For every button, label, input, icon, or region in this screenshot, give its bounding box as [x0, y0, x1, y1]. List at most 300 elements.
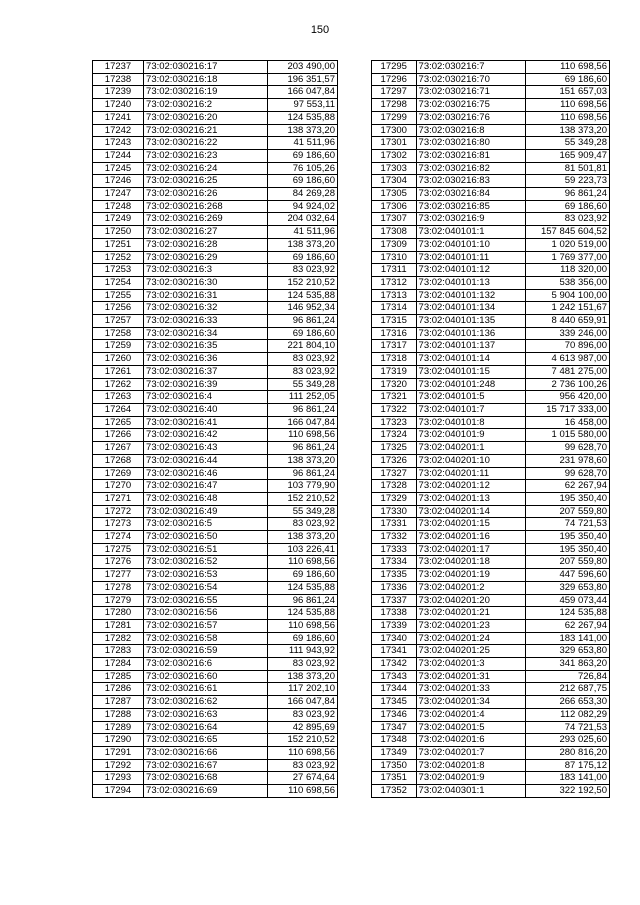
row-number-cell: 17249 — [93, 213, 144, 226]
value-cell: 81 501,81 — [526, 162, 610, 175]
table-row — [372, 696, 610, 709]
table-row — [93, 213, 338, 226]
value-cell: 55 349,28 — [267, 378, 337, 391]
table-row — [93, 556, 338, 569]
cadastral-number-cell: 73:02:040201:14 — [416, 505, 526, 518]
value-cell: 221 804,10 — [267, 340, 337, 353]
row-number-cell: 17259 — [93, 340, 144, 353]
row-number-cell: 17324 — [372, 429, 417, 442]
cadastral-number-cell: 73:02:030216:80 — [416, 137, 526, 150]
cadastral-number-cell: 73:02:040201:21 — [416, 607, 526, 620]
table-row — [93, 607, 338, 620]
cadastral-number-cell: 73:02:040101:132 — [416, 289, 526, 302]
value-cell: 41 511,96 — [267, 226, 337, 239]
value-cell: 124 535,88 — [267, 607, 337, 620]
table-row — [93, 251, 338, 264]
table-row — [93, 276, 338, 289]
row-number-cell: 17308 — [372, 226, 417, 239]
row-number-cell: 17277 — [93, 569, 144, 582]
cadastral-number-cell: 73:02:030216:47 — [144, 480, 268, 493]
cadastral-number-cell: 73:02:040101:9 — [416, 429, 526, 442]
row-number-cell: 17250 — [93, 226, 144, 239]
value-cell: 726,84 — [526, 670, 610, 683]
table-row — [372, 480, 610, 493]
value-cell: 69 186,60 — [267, 569, 337, 582]
cadastral-number-cell: 73:02:030216:65 — [144, 734, 268, 747]
row-number-cell: 17336 — [372, 581, 417, 594]
value-cell: 207 559,80 — [526, 556, 610, 569]
value-cell: 329 653,80 — [526, 581, 610, 594]
cadastral-number-cell: 73:02:040201:23 — [416, 619, 526, 632]
table-row — [372, 708, 610, 721]
table-row — [372, 289, 610, 302]
cadastral-number-cell: 73:02:040201:24 — [416, 632, 526, 645]
table-row — [372, 492, 610, 505]
row-number-cell: 17333 — [372, 543, 417, 556]
value-cell: 1 015 580,00 — [526, 429, 610, 442]
value-cell: 96 861,24 — [267, 594, 337, 607]
table-row — [372, 340, 610, 353]
table-row — [93, 454, 338, 467]
cadastral-number-cell: 73:02:030216:51 — [144, 543, 268, 556]
table-row — [93, 708, 338, 721]
value-cell: 204 032,64 — [267, 213, 337, 226]
value-cell: 152 210,52 — [267, 492, 337, 505]
table-row — [93, 340, 338, 353]
row-number-cell: 17306 — [372, 200, 417, 213]
cadastral-number-cell: 73:02:040201:4 — [416, 708, 526, 721]
table-row — [372, 365, 610, 378]
cadastral-number-cell: 73:02:040201:25 — [416, 645, 526, 658]
value-cell: 110 698,56 — [526, 111, 610, 124]
table-row — [372, 200, 610, 213]
row-number-cell: 17335 — [372, 569, 417, 582]
cadastral-number-cell: 73:02:030216:63 — [144, 708, 268, 721]
value-cell: 146 952,34 — [267, 302, 337, 315]
cadastral-number-cell: 73:02:030216:43 — [144, 442, 268, 455]
cadastral-number-cell: 73:02:030216:3 — [144, 264, 268, 277]
table-row — [93, 416, 338, 429]
value-cell: 5 904 100,00 — [526, 289, 610, 302]
value-cell: 69 186,60 — [267, 327, 337, 340]
row-number-cell: 17279 — [93, 594, 144, 607]
row-number-cell: 17305 — [372, 188, 417, 201]
cadastral-number-cell: 73:02:040201:19 — [416, 569, 526, 582]
value-cell: 118 320,00 — [526, 264, 610, 277]
row-number-cell: 17295 — [372, 61, 417, 74]
row-number-cell: 17263 — [93, 391, 144, 404]
value-cell: 138 373,20 — [267, 531, 337, 544]
row-number-cell: 17311 — [372, 264, 417, 277]
table-row — [93, 594, 338, 607]
row-number-cell: 17314 — [372, 302, 417, 315]
row-number-cell: 17352 — [372, 785, 417, 798]
table-row — [372, 276, 610, 289]
table-row — [372, 518, 610, 531]
cadastral-number-cell: 73:02:030216:85 — [416, 200, 526, 213]
table-row — [372, 543, 610, 556]
cadastral-number-cell: 73:02:040201:10 — [416, 454, 526, 467]
value-cell: 76 105,26 — [267, 162, 337, 175]
cadastral-number-cell: 73:02:030216:61 — [144, 683, 268, 696]
value-cell: 7 481 275,00 — [526, 365, 610, 378]
cadastral-number-cell: 73:02:040201:34 — [416, 696, 526, 709]
row-number-cell: 17297 — [372, 86, 417, 99]
row-number-cell: 17257 — [93, 315, 144, 328]
row-number-cell: 17340 — [372, 632, 417, 645]
table-row — [372, 188, 610, 201]
cadastral-number-cell: 73:02:040101:1 — [416, 226, 526, 239]
table-row — [93, 442, 338, 455]
table-row — [93, 632, 338, 645]
cadastral-number-cell: 73:02:030216:31 — [144, 289, 268, 302]
table-row — [93, 61, 338, 74]
value-cell: 83 023,92 — [267, 353, 337, 366]
table-row — [93, 200, 338, 213]
cadastral-number-cell: 73:02:040201:31 — [416, 670, 526, 683]
cadastral-number-cell: 73:02:030216:54 — [144, 581, 268, 594]
row-number-cell: 17282 — [93, 632, 144, 645]
cadastral-number-cell: 73:02:030216:49 — [144, 505, 268, 518]
table-row — [93, 315, 338, 328]
value-cell: 196 351,57 — [267, 73, 337, 86]
row-number-cell: 17237 — [93, 61, 144, 74]
cadastral-number-cell: 73:02:040201:13 — [416, 492, 526, 505]
table-row — [93, 531, 338, 544]
row-number-cell: 17298 — [372, 99, 417, 112]
row-number-cell: 17322 — [372, 403, 417, 416]
table-row — [372, 416, 610, 429]
value-cell: 138 373,20 — [526, 124, 610, 137]
value-cell: 152 210,52 — [267, 276, 337, 289]
value-cell: 166 047,84 — [267, 86, 337, 99]
value-cell: 157 845 604,52 — [526, 226, 610, 239]
table-row — [93, 467, 338, 480]
cadastral-number-cell: 73:02:030216:7 — [416, 61, 526, 74]
left-table-body — [93, 61, 338, 798]
row-number-cell: 17317 — [372, 340, 417, 353]
value-cell: 69 186,60 — [267, 251, 337, 264]
row-number-cell: 17331 — [372, 518, 417, 531]
cadastral-number-cell: 73:02:040201:16 — [416, 531, 526, 544]
cadastral-number-cell: 73:02:040101:12 — [416, 264, 526, 277]
row-number-cell: 17307 — [372, 213, 417, 226]
cadastral-number-cell: 73:02:030216:62 — [144, 696, 268, 709]
value-cell: 74 721,53 — [526, 721, 610, 734]
value-cell: 110 698,56 — [526, 99, 610, 112]
cadastral-number-cell: 73:02:030216:20 — [144, 111, 268, 124]
table-row — [372, 302, 610, 315]
cadastral-number-cell: 73:02:030216:39 — [144, 378, 268, 391]
value-cell: 83 023,92 — [267, 518, 337, 531]
row-number-cell: 17278 — [93, 581, 144, 594]
row-number-cell: 17283 — [93, 645, 144, 658]
table-row — [93, 581, 338, 594]
cadastral-number-cell: 73:02:040101:136 — [416, 327, 526, 340]
row-number-cell: 17274 — [93, 531, 144, 544]
cadastral-number-cell: 73:02:030216:19 — [144, 86, 268, 99]
cadastral-number-cell: 73:02:030216:84 — [416, 188, 526, 201]
row-number-cell: 17260 — [93, 353, 144, 366]
value-cell: 69 186,60 — [267, 149, 337, 162]
cadastral-number-cell: 73:02:040101:15 — [416, 365, 526, 378]
cadastral-number-cell: 73:02:030216:53 — [144, 569, 268, 582]
table-row — [372, 454, 610, 467]
cadastral-number-cell: 73:02:040101:137 — [416, 340, 526, 353]
value-cell: 293 025,60 — [526, 734, 610, 747]
cadastral-number-cell: 73:02:030216:48 — [144, 492, 268, 505]
row-number-cell: 17346 — [372, 708, 417, 721]
cadastral-number-cell: 73:02:040201:8 — [416, 759, 526, 772]
row-number-cell: 17289 — [93, 721, 144, 734]
table-row — [372, 569, 610, 582]
value-cell: 339 246,00 — [526, 327, 610, 340]
cadastral-number-cell: 73:02:030216:27 — [144, 226, 268, 239]
value-cell: 27 674,64 — [267, 772, 337, 785]
cadastral-number-cell: 73:02:040101:11 — [416, 251, 526, 264]
page-number: 150 — [310, 24, 330, 36]
row-number-cell: 17339 — [372, 619, 417, 632]
row-number-cell: 17321 — [372, 391, 417, 404]
table-row — [93, 353, 338, 366]
value-cell: 152 210,52 — [267, 734, 337, 747]
table-row — [372, 683, 610, 696]
cadastral-number-cell: 73:02:030216:33 — [144, 315, 268, 328]
value-cell: 103 779,90 — [267, 480, 337, 493]
row-number-cell: 17342 — [372, 658, 417, 671]
row-number-cell: 17247 — [93, 188, 144, 201]
table-row — [93, 772, 338, 785]
table-row — [372, 531, 610, 544]
value-cell: 124 535,88 — [267, 581, 337, 594]
table-row — [93, 391, 338, 404]
cadastral-number-cell: 73:02:030216:81 — [416, 149, 526, 162]
value-cell: 62 267,94 — [526, 619, 610, 632]
cadastral-number-cell: 73:02:040301:1 — [416, 785, 526, 798]
table-row — [93, 480, 338, 493]
row-number-cell: 17269 — [93, 467, 144, 480]
value-cell: 1 769 377,00 — [526, 251, 610, 264]
table-row — [93, 403, 338, 416]
cadastral-number-cell: 73:02:030216:70 — [416, 73, 526, 86]
table-row — [372, 213, 610, 226]
cadastral-number-cell: 73:02:030216:23 — [144, 149, 268, 162]
cadastral-number-cell: 73:02:030216:4 — [144, 391, 268, 404]
value-cell: 183 141,00 — [526, 632, 610, 645]
table-row — [93, 569, 338, 582]
row-number-cell: 17337 — [372, 594, 417, 607]
value-cell: 165 909,47 — [526, 149, 610, 162]
table-row — [93, 492, 338, 505]
row-number-cell: 17328 — [372, 480, 417, 493]
row-number-cell: 17347 — [372, 721, 417, 734]
table-row — [372, 226, 610, 239]
cadastral-number-cell: 73:02:040201:2 — [416, 581, 526, 594]
row-number-cell: 17244 — [93, 149, 144, 162]
table-row — [372, 581, 610, 594]
table-row — [93, 124, 338, 137]
table-row — [372, 73, 610, 86]
row-number-cell: 17267 — [93, 442, 144, 455]
table-row — [93, 111, 338, 124]
cadastral-number-cell: 73:02:040201:6 — [416, 734, 526, 747]
value-cell: 322 192,50 — [526, 785, 610, 798]
value-cell: 83 023,92 — [267, 365, 337, 378]
cadastral-number-cell: 73:02:030216:2 — [144, 99, 268, 112]
cadastral-number-cell: 73:02:040201:33 — [416, 683, 526, 696]
value-cell: 87 175,12 — [526, 759, 610, 772]
table-row — [372, 645, 610, 658]
row-number-cell: 17240 — [93, 99, 144, 112]
row-number-cell: 17275 — [93, 543, 144, 556]
value-cell: 538 356,00 — [526, 276, 610, 289]
cadastral-number-cell: 73:02:030216:42 — [144, 429, 268, 442]
row-number-cell: 17292 — [93, 759, 144, 772]
cadastral-number-cell: 73:02:030216:60 — [144, 670, 268, 683]
row-number-cell: 17343 — [372, 670, 417, 683]
table-row — [93, 696, 338, 709]
cadastral-number-cell: 73:02:030216:35 — [144, 340, 268, 353]
value-cell: 4 613 987,00 — [526, 353, 610, 366]
row-number-cell: 17350 — [372, 759, 417, 772]
cadastral-number-cell: 73:02:040201:5 — [416, 721, 526, 734]
value-cell: 195 350,40 — [526, 531, 610, 544]
row-number-cell: 17276 — [93, 556, 144, 569]
value-cell: 111 252,05 — [267, 391, 337, 404]
value-cell: 266 653,30 — [526, 696, 610, 709]
value-cell: 83 023,92 — [267, 264, 337, 277]
row-number-cell: 17291 — [93, 746, 144, 759]
value-cell: 62 267,94 — [526, 480, 610, 493]
value-cell: 96 861,24 — [267, 315, 337, 328]
table-row — [372, 607, 610, 620]
cadastral-number-cell: 73:02:040101:14 — [416, 353, 526, 366]
cadastral-number-cell: 73:02:030216:55 — [144, 594, 268, 607]
row-number-cell: 17286 — [93, 683, 144, 696]
table-row — [93, 149, 338, 162]
value-cell: 16 458,00 — [526, 416, 610, 429]
value-cell: 124 535,88 — [526, 607, 610, 620]
row-number-cell: 17349 — [372, 746, 417, 759]
cadastral-number-cell: 73:02:040201:7 — [416, 746, 526, 759]
row-number-cell: 17258 — [93, 327, 144, 340]
cadastral-number-cell: 73:02:030216:59 — [144, 645, 268, 658]
table-row — [93, 543, 338, 556]
value-cell: 110 698,56 — [267, 746, 337, 759]
row-number-cell: 17241 — [93, 111, 144, 124]
value-cell: 341 863,20 — [526, 658, 610, 671]
table-row — [372, 264, 610, 277]
table-row — [372, 149, 610, 162]
row-number-cell: 17238 — [93, 73, 144, 86]
row-number-cell: 17332 — [372, 531, 417, 544]
cadastral-number-cell: 73:02:040201:20 — [416, 594, 526, 607]
value-cell: 110 698,56 — [267, 429, 337, 442]
row-number-cell: 17246 — [93, 175, 144, 188]
row-number-cell: 17251 — [93, 238, 144, 251]
row-number-cell: 17316 — [372, 327, 417, 340]
value-cell: 99 628,70 — [526, 442, 610, 455]
row-number-cell: 17288 — [93, 708, 144, 721]
cadastral-number-cell: 73:02:040101:7 — [416, 403, 526, 416]
row-number-cell: 17264 — [93, 403, 144, 416]
row-number-cell: 17320 — [372, 378, 417, 391]
cadastral-number-cell: 73:02:030216:57 — [144, 619, 268, 632]
left-data-table — [92, 60, 338, 798]
cadastral-number-cell: 73:02:030216:69 — [144, 785, 268, 798]
row-number-cell: 17265 — [93, 416, 144, 429]
row-number-cell: 17300 — [372, 124, 417, 137]
cadastral-number-cell: 73:02:030216:71 — [416, 86, 526, 99]
row-number-cell: 17270 — [93, 480, 144, 493]
table-row — [93, 175, 338, 188]
value-cell: 110 698,56 — [526, 61, 610, 74]
table-row — [372, 785, 610, 798]
cadastral-number-cell: 73:02:040101:13 — [416, 276, 526, 289]
table-row — [93, 746, 338, 759]
value-cell: 99 628,70 — [526, 467, 610, 480]
table-row — [93, 518, 338, 531]
table-row — [93, 645, 338, 658]
cadastral-number-cell: 73:02:040201:12 — [416, 480, 526, 493]
value-cell: 42 895,69 — [267, 721, 337, 734]
table-row — [372, 378, 610, 391]
cadastral-number-cell: 73:02:030216:5 — [144, 518, 268, 531]
value-cell: 138 373,20 — [267, 454, 337, 467]
row-number-cell: 17239 — [93, 86, 144, 99]
value-cell: 97 553,11 — [267, 99, 337, 112]
value-cell: 280 816,20 — [526, 746, 610, 759]
cadastral-number-cell: 73:02:030216:34 — [144, 327, 268, 340]
value-cell: 329 653,80 — [526, 645, 610, 658]
cadastral-number-cell: 73:02:030216:17 — [144, 61, 268, 74]
row-number-cell: 17323 — [372, 416, 417, 429]
table-row — [93, 73, 338, 86]
value-cell: 83 023,92 — [267, 708, 337, 721]
row-number-cell: 17348 — [372, 734, 417, 747]
table-row — [93, 619, 338, 632]
cadastral-number-cell: 73:02:030216:268 — [144, 200, 268, 213]
row-number-cell: 17334 — [372, 556, 417, 569]
table-row — [372, 175, 610, 188]
row-number-cell: 17310 — [372, 251, 417, 264]
row-number-cell: 17351 — [372, 772, 417, 785]
value-cell: 459 073,44 — [526, 594, 610, 607]
cadastral-number-cell: 73:02:030216:32 — [144, 302, 268, 315]
value-cell: 447 596,60 — [526, 569, 610, 582]
cadastral-number-cell: 73:02:030216:46 — [144, 467, 268, 480]
table-row — [372, 162, 610, 175]
cadastral-number-cell: 73:02:040201:9 — [416, 772, 526, 785]
table-row — [372, 442, 610, 455]
table-row — [93, 759, 338, 772]
value-cell: 2 736 100,26 — [526, 378, 610, 391]
row-number-cell: 17330 — [372, 505, 417, 518]
row-number-cell: 17290 — [93, 734, 144, 747]
table-row — [372, 251, 610, 264]
cadastral-number-cell: 73:02:030216:9 — [416, 213, 526, 226]
table-row — [93, 378, 338, 391]
row-number-cell: 17338 — [372, 607, 417, 620]
row-number-cell: 17281 — [93, 619, 144, 632]
value-cell: 112 082,29 — [526, 708, 610, 721]
value-cell: 96 861,24 — [526, 188, 610, 201]
table-row — [93, 162, 338, 175]
cadastral-number-cell: 73:02:030216:37 — [144, 365, 268, 378]
row-number-cell: 17319 — [372, 365, 417, 378]
cadastral-number-cell: 73:02:030216:25 — [144, 175, 268, 188]
table-row — [93, 670, 338, 683]
